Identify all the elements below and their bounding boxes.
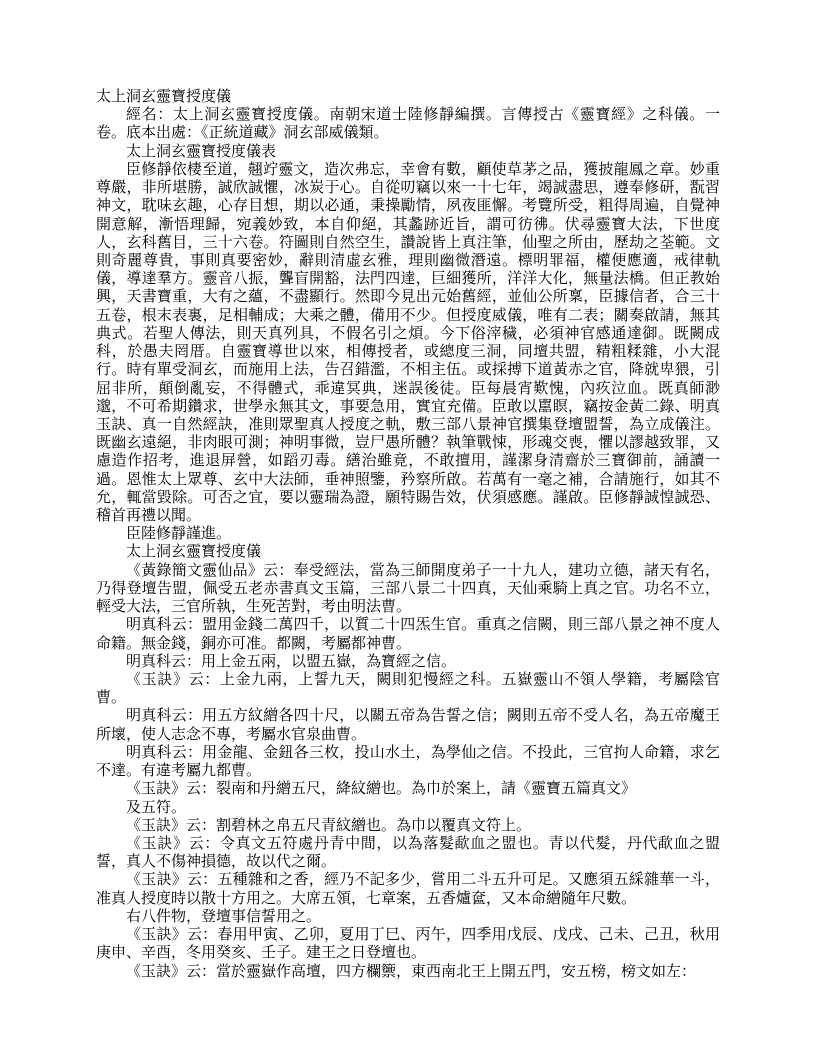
paragraph: 及五符。 — [126, 797, 187, 816]
paragraph: 《玉訣》云：當於靈嶽作高壇，四方欄籞，東西南北王上開五門，安五榜，榜文如左： — [126, 961, 697, 980]
paragraph: 《玉訣》云：令真文五符處丹青中間，以為落髮歃血之盟也。青以代髮，丹代歃血之盟誓，真人不傷神損德，故以代之爾。 — [96, 833, 720, 871]
paragraph: 臣陸修靜謹進。 — [126, 524, 232, 543]
paragraph: 《黃錄簡文靈仙品》云：奉受經法，當為三師開度弟子一十九人，建功立德，諸天有名，乃得登壇告盟，佩受五老赤書真文玉篇，三部八景二十四真，天仙乘騎上真之官。功名不立，輕受大法，三官所執，生死苦對，考由明法曹。 — [96, 560, 720, 616]
paragraph: 經名：太上洞玄靈寶授度儀。南朝宋道士陸修靜編撰。言傳授古《靈寶經》之科儀。一卷。底本出處：《正統道藏》洞玄部威儀類。 — [96, 105, 720, 142]
paragraph: 《玉訣》云：裂南和丹繒五尺，絳紋繒也。為巾於案上，請《靈寶五篇真文》 — [126, 779, 637, 798]
paragraph: 《玉訣》云：割碧林之帛五尺青紋繒也。為巾以覆真文符上。 — [126, 815, 532, 834]
paragraph: 明真科云：用上金五兩，以盟五嶽，為寶經之信。 — [126, 651, 457, 670]
paragraph: 明真科云：用金龍、金鈕各三枚，投山水土，為學仙之信。不投此，三官拘人命籍，求乞不達。有違考屬九都曹。 — [96, 742, 720, 780]
document-body — [96, 87, 720, 980]
paragraph: 明真科云：盟用金錢二萬四千，以質二十四炁生官。重真之信闕，則三部八景之神不度人命籍。無金錢，銅亦可准。都闕，考屬都神曹。 — [96, 615, 720, 652]
document-title: 太上洞玄靈寶授度儀 — [96, 87, 232, 105]
paragraph: 《玉訣》云：上金九兩，上誓九天，闕則犯慢經之科。五嶽靈山不領人學籍，考屬陰官曹。 — [96, 670, 720, 707]
paragraph: 《玉訣》云：五種雜和之香，經乃不記多少，嘗用二斗五升可足。又應須五綵雜華一斗，准真人授度時以散十方用之。大席五領，七章案，五香爐奩，又本命繒隨年尺數。 — [96, 870, 720, 907]
paragraph: 臣修靜依棲至道，翹竚靈文，造次弗忘，幸會有數，顧使草茅之品，獲披龍鳳之章。妙重尊嚴，非所堪勝，誠欣誠懼，冰炭于心。自從叨竊以來一十七年，竭誠盡思，遵奉修研，翫習神文，耽味玄趣，心存目想，期以必通，秉操勵情，夙夜匪懈。考覽所受，粗得周遍，自覺神開意解，漸悟理歸，宛義妙致，本自仰絕，其蠡跡近旨，謂可彷彿。伏尋靈寶大法，下世度人，玄科舊目，三十六卷。符圖則自然空生，讚說皆上真注筆，仙聖之所由，歷劫之荃範。文則奇麗尊貴，事則真要密妙，辭則清虛玄雅，理則幽微潛遠。標明罪福，權便應適，戒律軌儀，導達羣方。靈音八振，聾盲開豁，法門四達，巨細獲所，洋洋大化，無量法橋。但正教始興，天書寶重，大有之蘊，不盡顯行。然即今見出元始舊經，並仙公所稟，臣據信者，合三十五卷，根末表裏，足相輔成；大乘之體，備用不少。但授度威儀，唯有二表；關奏啟請，無其典式。若聖人傳法，則天真列具，不假名引之煩。今下俗滓穢，必須神官感通達御。既闕成科，於愚夫罔厝。自靈寶導世以來，相傳授者，或總度三洞，同壇共盟，精粗糅雜，小大混行。時有單受洞玄，而施用上法，告召錯濫，不相主伍。或採搏下道黃赤之官，降就卑猥，引屈非所，顛倒亂妄，不得體式，乖違冥典，迷誤後徒。臣每晨宵歎愧，內疚泣血。既真師渺邈，不可希期鑽求，世學永無其文，事要急用，實宜充備。臣敢以嚚瞑，竊按金黃二錄、明真玉訣、真一自然經訣，准則眾聖真人授度之軌，敷三部八景神官撰集登壇盟誓，為立成儀注。既幽玄遠絕，非肉眼可測；神明事微，豈尸愚所體？執筆戰悚，形魂交喪，懼以謬越致罪，又慮造作招考，進退屏營，如蹈刃毒。繕治雖竟，不敢擅用，謹潔身清齋於三寶御前，誦讀一過。恩惟太上眾尊、玄中大法師，垂神照鑒，矜察所啟。若萬有一毫之補，合請施行，如其不允，輒當毀除。可否之宜，要以靈瑞為證，願特賜告效，伏須感應。謹啟。臣修靜誠惶誠恐、稽首再禮以聞。 — [96, 159, 720, 525]
section-heading: 太上洞玄靈寶授度儀 — [126, 542, 262, 561]
paragraph: 《玉訣》云：春用甲寅、乙卯，夏用丁巳、丙午，四季用戊辰、戊戌、己未、己丑，秋用庚申、辛酉，冬用癸亥、壬子。建王之日登壇也。 — [96, 925, 720, 962]
paragraph: 明真科云：用五方紋繒各四十尺，以關五帝為告誓之信；闕則五帝不受人名，為五帝魔王所壞，使人志念不專，考屬水官泉曲曹。 — [96, 706, 720, 743]
paragraph: 右八件物，登壇事信誓用之。 — [126, 906, 322, 925]
section-heading: 太上洞玄靈寶授度儀表 — [126, 141, 277, 160]
